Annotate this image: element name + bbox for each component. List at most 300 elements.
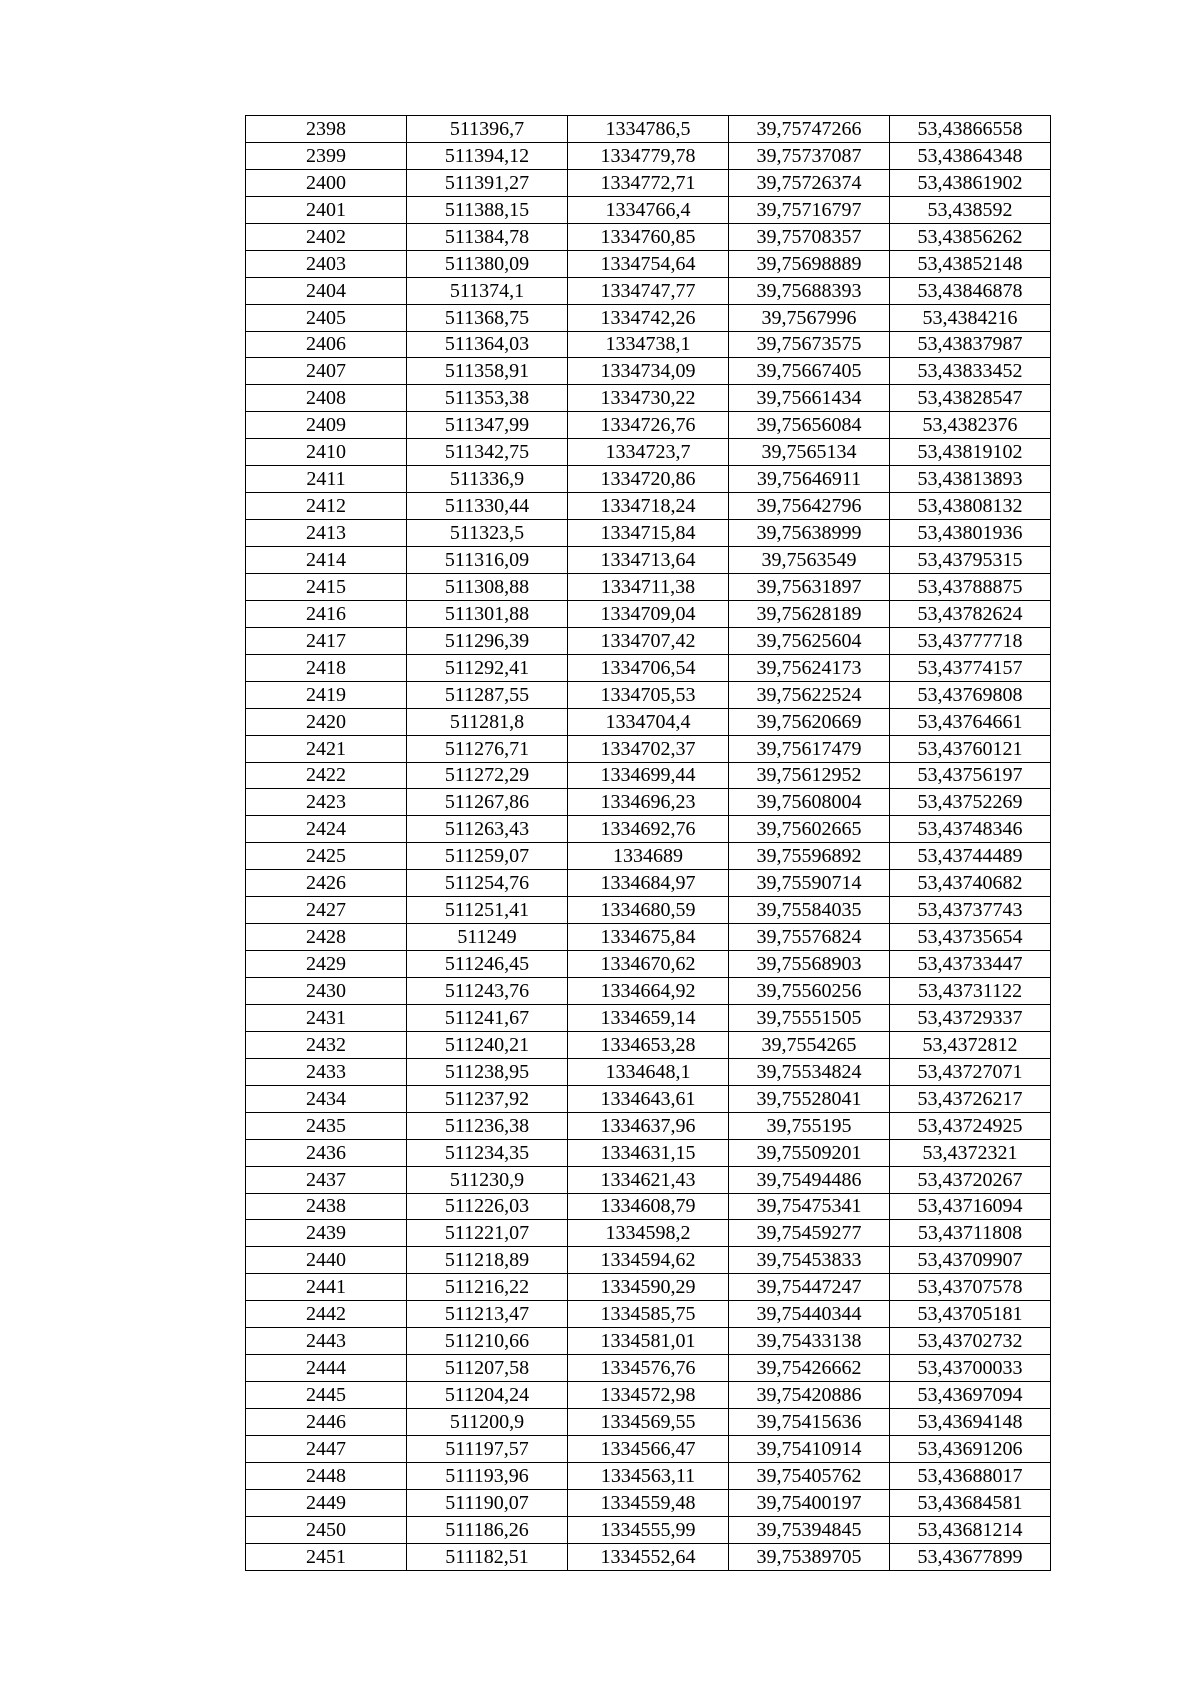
table-row (246, 1355, 1051, 1382)
point-number-cell: 2408 (246, 385, 407, 412)
table-row (246, 627, 1051, 654)
table-row (246, 547, 1051, 574)
longitude-cell: 39,75453833 (729, 1247, 890, 1274)
coord-y-cell: 1334552,64 (568, 1543, 729, 1570)
point-number-cell: 2441 (246, 1274, 407, 1301)
point-number-cell: 2399 (246, 142, 407, 169)
point-number-cell: 2448 (246, 1462, 407, 1489)
longitude-cell: 39,75622524 (729, 681, 890, 708)
point-number-cell: 2445 (246, 1382, 407, 1409)
longitude-cell: 39,75528041 (729, 1085, 890, 1112)
coord-y-cell: 1334713,64 (568, 547, 729, 574)
table-row (246, 1382, 1051, 1409)
longitude-cell: 39,755195 (729, 1112, 890, 1139)
coord-x-cell: 511218,89 (407, 1247, 568, 1274)
point-number-cell: 2439 (246, 1220, 407, 1247)
longitude-cell: 39,75673575 (729, 331, 890, 358)
latitude-cell: 53,43782624 (890, 600, 1051, 627)
longitude-cell: 39,75625604 (729, 627, 890, 654)
longitude-cell: 39,75420886 (729, 1382, 890, 1409)
latitude-cell: 53,43777718 (890, 627, 1051, 654)
latitude-cell: 53,43727071 (890, 1058, 1051, 1085)
longitude-cell: 39,75475341 (729, 1193, 890, 1220)
coord-y-cell: 1334705,53 (568, 681, 729, 708)
coord-y-cell: 1334720,86 (568, 466, 729, 493)
point-number-cell: 2419 (246, 681, 407, 708)
latitude-cell: 53,43764661 (890, 708, 1051, 735)
table-row (246, 1004, 1051, 1031)
latitude-cell: 53,43677899 (890, 1543, 1051, 1570)
coord-x-cell: 511243,76 (407, 978, 568, 1005)
coord-x-cell: 511193,96 (407, 1462, 568, 1489)
point-number-cell: 2426 (246, 870, 407, 897)
coord-x-cell: 511240,21 (407, 1031, 568, 1058)
table-row (246, 951, 1051, 978)
table-row (246, 573, 1051, 600)
coord-y-cell: 1334637,96 (568, 1112, 729, 1139)
coord-y-cell: 1334707,42 (568, 627, 729, 654)
latitude-cell: 53,43801936 (890, 520, 1051, 547)
coord-y-cell: 1334598,2 (568, 1220, 729, 1247)
coord-x-cell: 511234,35 (407, 1139, 568, 1166)
coord-y-cell: 1334718,24 (568, 493, 729, 520)
coord-y-cell: 1334766,4 (568, 196, 729, 223)
coord-y-cell: 1334566,47 (568, 1435, 729, 1462)
point-number-cell: 2402 (246, 223, 407, 250)
coord-y-cell: 1334572,98 (568, 1382, 729, 1409)
longitude-cell: 39,7563549 (729, 547, 890, 574)
longitude-cell: 39,75737087 (729, 142, 890, 169)
coord-y-cell: 1334726,76 (568, 412, 729, 439)
coord-x-cell: 511342,75 (407, 439, 568, 466)
longitude-cell: 39,75426662 (729, 1355, 890, 1382)
coord-y-cell: 1334704,4 (568, 708, 729, 735)
coord-x-cell: 511287,55 (407, 681, 568, 708)
latitude-cell: 53,43735654 (890, 924, 1051, 951)
point-number-cell: 2427 (246, 897, 407, 924)
coord-y-cell: 1334648,1 (568, 1058, 729, 1085)
longitude-cell: 39,75534824 (729, 1058, 890, 1085)
point-number-cell: 2400 (246, 169, 407, 196)
coord-x-cell: 511200,9 (407, 1409, 568, 1436)
coord-y-cell: 1334702,37 (568, 735, 729, 762)
coord-x-cell: 511391,27 (407, 169, 568, 196)
point-number-cell: 2444 (246, 1355, 407, 1382)
latitude-cell: 53,43726217 (890, 1085, 1051, 1112)
point-number-cell: 2401 (246, 196, 407, 223)
table-row (246, 142, 1051, 169)
table-row (246, 654, 1051, 681)
longitude-cell: 39,75494486 (729, 1166, 890, 1193)
table-row (246, 385, 1051, 412)
longitude-cell: 39,75584035 (729, 897, 890, 924)
longitude-cell: 39,75747266 (729, 116, 890, 143)
coord-y-cell: 1334709,04 (568, 600, 729, 627)
point-number-cell: 2446 (246, 1409, 407, 1436)
coord-x-cell: 511272,29 (407, 762, 568, 789)
point-number-cell: 2415 (246, 573, 407, 600)
longitude-cell: 39,75509201 (729, 1139, 890, 1166)
coord-x-cell: 511292,41 (407, 654, 568, 681)
coord-x-cell: 511237,92 (407, 1085, 568, 1112)
latitude-cell: 53,43705181 (890, 1301, 1051, 1328)
latitude-cell: 53,43740682 (890, 870, 1051, 897)
point-number-cell: 2409 (246, 412, 407, 439)
coord-x-cell: 511281,8 (407, 708, 568, 735)
longitude-cell: 39,75642796 (729, 493, 890, 520)
coord-y-cell: 1334786,5 (568, 116, 729, 143)
table-row (246, 1516, 1051, 1543)
table-row (246, 358, 1051, 385)
coord-y-cell: 1334559,48 (568, 1489, 729, 1516)
table-row (246, 277, 1051, 304)
longitude-cell: 39,75624173 (729, 654, 890, 681)
coord-y-cell: 1334631,15 (568, 1139, 729, 1166)
point-number-cell: 2403 (246, 250, 407, 277)
coord-x-cell: 511388,15 (407, 196, 568, 223)
table-row (246, 1112, 1051, 1139)
longitude-cell: 39,75590714 (729, 870, 890, 897)
latitude-cell: 53,43709907 (890, 1247, 1051, 1274)
latitude-cell: 53,43846878 (890, 277, 1051, 304)
coord-x-cell: 511251,41 (407, 897, 568, 924)
latitude-cell: 53,43707578 (890, 1274, 1051, 1301)
coord-x-cell: 511186,26 (407, 1516, 568, 1543)
latitude-cell: 53,43684581 (890, 1489, 1051, 1516)
point-number-cell: 2430 (246, 978, 407, 1005)
coord-y-cell: 1334747,77 (568, 277, 729, 304)
table-row (246, 843, 1051, 870)
coord-x-cell: 511330,44 (407, 493, 568, 520)
longitude-cell: 39,7554265 (729, 1031, 890, 1058)
coord-y-cell: 1334760,85 (568, 223, 729, 250)
coord-x-cell: 511323,5 (407, 520, 568, 547)
longitude-cell: 39,75410914 (729, 1435, 890, 1462)
table-row (246, 789, 1051, 816)
latitude-cell: 53,43731122 (890, 978, 1051, 1005)
point-number-cell: 2405 (246, 304, 407, 331)
coord-x-cell: 511374,1 (407, 277, 568, 304)
coord-x-cell: 511259,07 (407, 843, 568, 870)
point-number-cell: 2411 (246, 466, 407, 493)
table-row (246, 735, 1051, 762)
coord-x-cell: 511216,22 (407, 1274, 568, 1301)
longitude-cell: 39,7567996 (729, 304, 890, 331)
longitude-cell: 39,75459277 (729, 1220, 890, 1247)
point-number-cell: 2433 (246, 1058, 407, 1085)
longitude-cell: 39,75551505 (729, 1004, 890, 1031)
latitude-cell: 53,43852148 (890, 250, 1051, 277)
point-number-cell: 2421 (246, 735, 407, 762)
table-row (246, 1058, 1051, 1085)
longitude-cell: 39,75447247 (729, 1274, 890, 1301)
latitude-cell: 53,43828547 (890, 385, 1051, 412)
table-row (246, 1328, 1051, 1355)
point-number-cell: 2420 (246, 708, 407, 735)
coord-y-cell: 1334723,7 (568, 439, 729, 466)
coord-x-cell: 511190,07 (407, 1489, 568, 1516)
table-row (246, 1139, 1051, 1166)
longitude-cell: 39,75400197 (729, 1489, 890, 1516)
table-row (246, 1220, 1051, 1247)
longitude-cell: 39,75628189 (729, 600, 890, 627)
point-number-cell: 2431 (246, 1004, 407, 1031)
coord-x-cell: 511230,9 (407, 1166, 568, 1193)
table-row (246, 520, 1051, 547)
coord-y-cell: 1334730,22 (568, 385, 729, 412)
longitude-cell: 39,75698889 (729, 250, 890, 277)
point-number-cell: 2432 (246, 1031, 407, 1058)
table-row (246, 600, 1051, 627)
latitude-cell: 53,4382376 (890, 412, 1051, 439)
latitude-cell: 53,43864348 (890, 142, 1051, 169)
table-row (246, 1301, 1051, 1328)
coord-x-cell: 511358,91 (407, 358, 568, 385)
latitude-cell: 53,43795315 (890, 547, 1051, 574)
longitude-cell: 39,75667405 (729, 358, 890, 385)
latitude-cell: 53,43769808 (890, 681, 1051, 708)
longitude-cell: 39,75708357 (729, 223, 890, 250)
longitude-cell: 39,75568903 (729, 951, 890, 978)
table-row (246, 1543, 1051, 1570)
latitude-cell: 53,43711808 (890, 1220, 1051, 1247)
point-number-cell: 2406 (246, 331, 407, 358)
point-number-cell: 2416 (246, 600, 407, 627)
coord-x-cell: 511246,45 (407, 951, 568, 978)
latitude-cell: 53,4384216 (890, 304, 1051, 331)
coordinates-table (245, 115, 1051, 1571)
latitude-cell: 53,43788875 (890, 573, 1051, 600)
coord-x-cell: 511182,51 (407, 1543, 568, 1570)
table-row (246, 870, 1051, 897)
coord-x-cell: 511226,03 (407, 1193, 568, 1220)
table-row (246, 978, 1051, 1005)
coord-x-cell: 511241,67 (407, 1004, 568, 1031)
coord-x-cell: 511204,24 (407, 1382, 568, 1409)
latitude-cell: 53,43702732 (890, 1328, 1051, 1355)
longitude-cell: 39,75389705 (729, 1543, 890, 1570)
coord-y-cell: 1334608,79 (568, 1193, 729, 1220)
coord-y-cell: 1334779,78 (568, 142, 729, 169)
coord-x-cell: 511296,39 (407, 627, 568, 654)
coord-x-cell: 511308,88 (407, 573, 568, 600)
coord-x-cell: 511384,78 (407, 223, 568, 250)
coord-y-cell: 1334689 (568, 843, 729, 870)
latitude-cell: 53,43866558 (890, 116, 1051, 143)
table-row (246, 412, 1051, 439)
coord-y-cell: 1334581,01 (568, 1328, 729, 1355)
longitude-cell: 39,75620669 (729, 708, 890, 735)
point-number-cell: 2434 (246, 1085, 407, 1112)
table-row (246, 897, 1051, 924)
table-row (246, 1489, 1051, 1516)
latitude-cell: 53,43688017 (890, 1462, 1051, 1489)
coord-y-cell: 1334734,09 (568, 358, 729, 385)
coord-y-cell: 1334680,59 (568, 897, 729, 924)
point-number-cell: 2429 (246, 951, 407, 978)
latitude-cell: 53,43837987 (890, 331, 1051, 358)
longitude-cell: 39,75433138 (729, 1328, 890, 1355)
coord-x-cell: 511236,38 (407, 1112, 568, 1139)
coord-y-cell: 1334696,23 (568, 789, 729, 816)
coord-y-cell: 1334585,75 (568, 1301, 729, 1328)
coord-y-cell: 1334653,28 (568, 1031, 729, 1058)
point-number-cell: 2417 (246, 627, 407, 654)
latitude-cell: 53,43694148 (890, 1409, 1051, 1436)
latitude-cell: 53,43729337 (890, 1004, 1051, 1031)
longitude-cell: 39,75688393 (729, 277, 890, 304)
coord-x-cell: 511238,95 (407, 1058, 568, 1085)
table-row (246, 1193, 1051, 1220)
longitude-cell: 39,75646911 (729, 466, 890, 493)
longitude-cell: 39,75638999 (729, 520, 890, 547)
point-number-cell: 2413 (246, 520, 407, 547)
longitude-cell: 39,75617479 (729, 735, 890, 762)
point-number-cell: 2407 (246, 358, 407, 385)
latitude-cell: 53,43856262 (890, 223, 1051, 250)
coord-x-cell: 511347,99 (407, 412, 568, 439)
longitude-cell: 39,75576824 (729, 924, 890, 951)
coord-x-cell: 511221,07 (407, 1220, 568, 1247)
table-row (246, 681, 1051, 708)
point-number-cell: 2450 (246, 1516, 407, 1543)
longitude-cell: 39,75716797 (729, 196, 890, 223)
longitude-cell: 39,75560256 (729, 978, 890, 1005)
coord-y-cell: 1334621,43 (568, 1166, 729, 1193)
coord-y-cell: 1334738,1 (568, 331, 729, 358)
longitude-cell: 39,75726374 (729, 169, 890, 196)
point-number-cell: 2398 (246, 116, 407, 143)
longitude-cell: 39,75440344 (729, 1301, 890, 1328)
latitude-cell: 53,43737743 (890, 897, 1051, 924)
coord-x-cell: 511364,03 (407, 331, 568, 358)
coordinates-table-body (246, 116, 1051, 1571)
coord-y-cell: 1334711,38 (568, 573, 729, 600)
latitude-cell: 53,43833452 (890, 358, 1051, 385)
coord-y-cell: 1334699,44 (568, 762, 729, 789)
coord-y-cell: 1334664,92 (568, 978, 729, 1005)
coord-y-cell: 1334772,71 (568, 169, 729, 196)
coord-x-cell: 511353,38 (407, 385, 568, 412)
table-row (246, 116, 1051, 143)
latitude-cell: 53,43819102 (890, 439, 1051, 466)
latitude-cell: 53,43748346 (890, 816, 1051, 843)
longitude-cell: 39,75631897 (729, 573, 890, 600)
point-number-cell: 2423 (246, 789, 407, 816)
table-row (246, 1462, 1051, 1489)
latitude-cell: 53,43716094 (890, 1193, 1051, 1220)
coord-x-cell: 511380,09 (407, 250, 568, 277)
table-row (246, 304, 1051, 331)
point-number-cell: 2422 (246, 762, 407, 789)
longitude-cell: 39,7565134 (729, 439, 890, 466)
latitude-cell: 53,43808132 (890, 493, 1051, 520)
point-number-cell: 2451 (246, 1543, 407, 1570)
coord-y-cell: 1334555,99 (568, 1516, 729, 1543)
coord-y-cell: 1334715,84 (568, 520, 729, 547)
table-row (246, 708, 1051, 735)
point-number-cell: 2449 (246, 1489, 407, 1516)
latitude-cell: 53,4372321 (890, 1139, 1051, 1166)
coord-y-cell: 1334643,61 (568, 1085, 729, 1112)
point-number-cell: 2443 (246, 1328, 407, 1355)
point-number-cell: 2428 (246, 924, 407, 951)
longitude-cell: 39,75405762 (729, 1462, 890, 1489)
coord-y-cell: 1334563,11 (568, 1462, 729, 1489)
latitude-cell: 53,438592 (890, 196, 1051, 223)
coord-x-cell: 511207,58 (407, 1355, 568, 1382)
longitude-cell: 39,75612952 (729, 762, 890, 789)
latitude-cell: 53,43756197 (890, 762, 1051, 789)
table-row (246, 762, 1051, 789)
point-number-cell: 2435 (246, 1112, 407, 1139)
table-row (246, 196, 1051, 223)
coord-x-cell: 511336,9 (407, 466, 568, 493)
longitude-cell: 39,75608004 (729, 789, 890, 816)
coord-x-cell: 511263,43 (407, 816, 568, 843)
coord-x-cell: 511267,86 (407, 789, 568, 816)
table-row (246, 466, 1051, 493)
point-number-cell: 2442 (246, 1301, 407, 1328)
table-row (246, 924, 1051, 951)
table-row (246, 816, 1051, 843)
coord-x-cell: 511213,47 (407, 1301, 568, 1328)
coord-y-cell: 1334576,76 (568, 1355, 729, 1382)
latitude-cell: 53,43752269 (890, 789, 1051, 816)
latitude-cell: 53,43691206 (890, 1435, 1051, 1462)
table-row (246, 1031, 1051, 1058)
coord-y-cell: 1334659,14 (568, 1004, 729, 1031)
coord-y-cell: 1334754,64 (568, 250, 729, 277)
longitude-cell: 39,75394845 (729, 1516, 890, 1543)
latitude-cell: 53,43861902 (890, 169, 1051, 196)
table-row (246, 250, 1051, 277)
latitude-cell: 53,43724925 (890, 1112, 1051, 1139)
coord-x-cell: 511210,66 (407, 1328, 568, 1355)
point-number-cell: 2447 (246, 1435, 407, 1462)
table-row (246, 223, 1051, 250)
point-number-cell: 2414 (246, 547, 407, 574)
point-number-cell: 2404 (246, 277, 407, 304)
latitude-cell: 53,43744489 (890, 843, 1051, 870)
coord-x-cell: 511394,12 (407, 142, 568, 169)
point-number-cell: 2436 (246, 1139, 407, 1166)
coord-x-cell: 511276,71 (407, 735, 568, 762)
table-row (246, 493, 1051, 520)
latitude-cell: 53,43760121 (890, 735, 1051, 762)
point-number-cell: 2437 (246, 1166, 407, 1193)
coord-x-cell: 511396,7 (407, 116, 568, 143)
latitude-cell: 53,43720267 (890, 1166, 1051, 1193)
coord-y-cell: 1334692,76 (568, 816, 729, 843)
coord-y-cell: 1334706,54 (568, 654, 729, 681)
latitude-cell: 53,43697094 (890, 1382, 1051, 1409)
coord-x-cell: 511316,09 (407, 547, 568, 574)
coord-y-cell: 1334684,97 (568, 870, 729, 897)
point-number-cell: 2410 (246, 439, 407, 466)
coord-x-cell: 511197,57 (407, 1435, 568, 1462)
coord-x-cell: 511301,88 (407, 600, 568, 627)
coord-y-cell: 1334569,55 (568, 1409, 729, 1436)
table-row (246, 1247, 1051, 1274)
table-row (246, 439, 1051, 466)
point-number-cell: 2425 (246, 843, 407, 870)
longitude-cell: 39,75661434 (729, 385, 890, 412)
point-number-cell: 2438 (246, 1193, 407, 1220)
coord-x-cell: 511249 (407, 924, 568, 951)
longitude-cell: 39,75596892 (729, 843, 890, 870)
point-number-cell: 2424 (246, 816, 407, 843)
